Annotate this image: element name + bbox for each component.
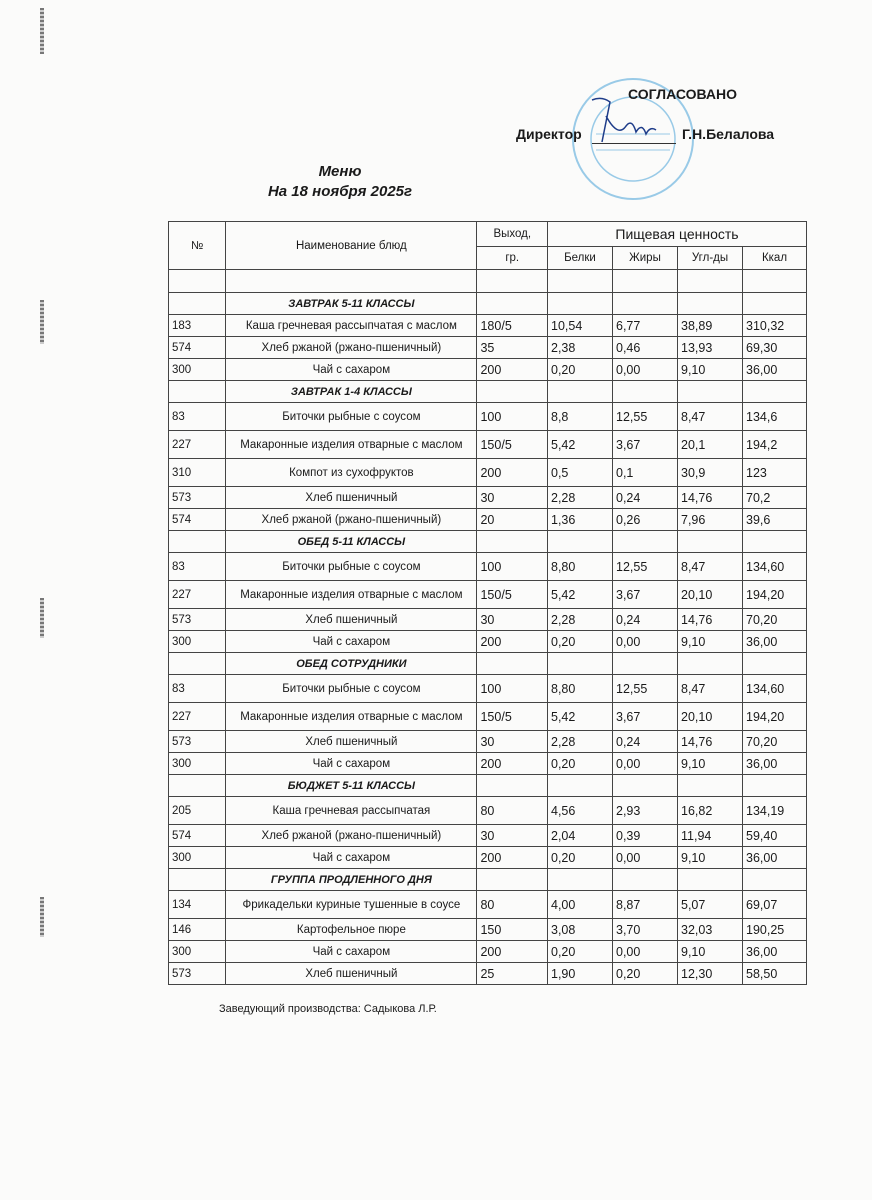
dish-output: 150/5 (477, 581, 548, 609)
section-f (613, 653, 678, 675)
section-name: ЗАВТРАК 5-11 КЛАССЫ (226, 293, 477, 315)
header-no: № (169, 222, 226, 270)
header-protein: Белки (548, 247, 613, 270)
dish-number: 574 (169, 825, 226, 847)
section-k (743, 293, 807, 315)
table-row (169, 315, 807, 337)
section-p (548, 293, 613, 315)
dish-output: 150 (477, 919, 548, 941)
section-c (678, 775, 743, 797)
scan-mark (40, 897, 44, 937)
dish-output: 200 (477, 459, 548, 487)
section-f (613, 869, 678, 891)
dish-number: 300 (169, 631, 226, 653)
header-carbs: Угл-ды (678, 247, 743, 270)
dish-protein: 0,20 (548, 753, 613, 775)
section-c (678, 869, 743, 891)
dish-carbs: 14,76 (678, 487, 743, 509)
dish-kcal: 134,19 (743, 797, 807, 825)
dish-number: 574 (169, 337, 226, 359)
table-row (169, 891, 807, 919)
title-line-1: Меню (318, 163, 362, 180)
dish-output: 30 (477, 825, 548, 847)
dish-kcal: 36,00 (743, 753, 807, 775)
dish-protein: 2,28 (548, 487, 613, 509)
dish-output: 100 (477, 675, 548, 703)
dish-carbs: 20,10 (678, 703, 743, 731)
dish-fat: 0,00 (613, 631, 678, 653)
scan-mark (40, 8, 44, 54)
table-spacer-row (169, 270, 807, 293)
section-k (743, 775, 807, 797)
dish-output: 100 (477, 553, 548, 581)
table-row (169, 609, 807, 631)
dish-number: 227 (169, 431, 226, 459)
dish-name: Чай с сахаром (226, 847, 477, 869)
menu-table (168, 221, 807, 985)
dish-output: 20 (477, 509, 548, 531)
dish-output: 100 (477, 403, 548, 431)
dish-fat: 3,67 (613, 431, 678, 459)
dish-output: 180/5 (477, 315, 548, 337)
dish-kcal: 36,00 (743, 941, 807, 963)
table-row (169, 459, 807, 487)
dish-protein: 3,08 (548, 919, 613, 941)
table-row (169, 675, 807, 703)
table-row (169, 431, 807, 459)
section-row (169, 653, 807, 675)
dish-name: Макаронные изделия отварные с маслом (226, 703, 477, 731)
dish-output: 80 (477, 797, 548, 825)
section-f (613, 293, 678, 315)
header-name: Наименование блюд (226, 222, 477, 270)
dish-carbs: 12,30 (678, 963, 743, 985)
dish-output: 200 (477, 359, 548, 381)
dish-number: 573 (169, 609, 226, 631)
dish-protein: 2,28 (548, 731, 613, 753)
dish-kcal: 36,00 (743, 847, 807, 869)
dish-name: Хлеб пшеничный (226, 731, 477, 753)
section-row (169, 775, 807, 797)
dish-fat: 6,77 (613, 315, 678, 337)
dish-fat: 3,67 (613, 581, 678, 609)
title-line-2: На 18 ноября 2025г (267, 183, 413, 200)
dish-number: 183 (169, 315, 226, 337)
dish-name: Хлеб пшеничный (226, 609, 477, 631)
approved-label: СОГЛАСОВАНО (628, 86, 737, 102)
section-out (477, 381, 548, 403)
dish-protein: 8,8 (548, 403, 613, 431)
dish-name: Чай с сахаром (226, 753, 477, 775)
dish-carbs: 9,10 (678, 631, 743, 653)
dish-fat: 2,93 (613, 797, 678, 825)
dish-number: 227 (169, 581, 226, 609)
dish-kcal: 310,32 (743, 315, 807, 337)
dish-kcal: 59,40 (743, 825, 807, 847)
dish-output: 200 (477, 847, 548, 869)
header-fat: Жиры (613, 247, 678, 270)
dish-output: 200 (477, 941, 548, 963)
section-p (548, 653, 613, 675)
dish-output: 30 (477, 487, 548, 509)
table-header-row (169, 222, 807, 247)
dish-number: 300 (169, 847, 226, 869)
dish-name: Хлеб ржаной (ржано-пшеничный) (226, 509, 477, 531)
dish-output: 30 (477, 609, 548, 631)
dish-protein: 2,04 (548, 825, 613, 847)
dish-kcal: 69,07 (743, 891, 807, 919)
dish-fat: 0,26 (613, 509, 678, 531)
dish-kcal: 123 (743, 459, 807, 487)
dish-protein: 8,80 (548, 553, 613, 581)
dish-carbs: 5,07 (678, 891, 743, 919)
dish-protein: 4,00 (548, 891, 613, 919)
section-f (613, 531, 678, 553)
section-row (169, 869, 807, 891)
section-row (169, 381, 807, 403)
dish-fat: 0,1 (613, 459, 678, 487)
dish-number: 83 (169, 675, 226, 703)
table-row (169, 553, 807, 581)
dish-kcal: 194,2 (743, 431, 807, 459)
dish-output: 35 (477, 337, 548, 359)
section-no (169, 653, 226, 675)
section-c (678, 653, 743, 675)
dish-fat: 12,55 (613, 403, 678, 431)
section-p (548, 531, 613, 553)
dish-fat: 3,67 (613, 703, 678, 731)
dish-protein: 8,80 (548, 675, 613, 703)
dish-protein: 2,38 (548, 337, 613, 359)
dish-carbs: 9,10 (678, 753, 743, 775)
dish-carbs: 16,82 (678, 797, 743, 825)
section-p (548, 381, 613, 403)
table-row (169, 825, 807, 847)
dish-kcal: 134,60 (743, 675, 807, 703)
table-row (169, 403, 807, 431)
dish-fat: 12,55 (613, 675, 678, 703)
section-row (169, 531, 807, 553)
dish-fat: 0,00 (613, 941, 678, 963)
table-row (169, 631, 807, 653)
dish-kcal: 190,25 (743, 919, 807, 941)
dish-protein: 2,28 (548, 609, 613, 631)
header-nutrition: Пищевая ценность (548, 222, 807, 247)
signature-icon (588, 92, 658, 148)
dish-number: 83 (169, 403, 226, 431)
section-p (548, 775, 613, 797)
dish-name: Чай с сахаром (226, 631, 477, 653)
header-output-unit: гр. (477, 247, 548, 270)
section-name: ОБЕД 5-11 КЛАССЫ (226, 531, 477, 553)
dish-fat: 0,24 (613, 609, 678, 631)
section-k (743, 653, 807, 675)
dish-number: 300 (169, 753, 226, 775)
dish-name: Каша гречневая рассыпчатая с маслом (226, 315, 477, 337)
dish-fat: 0,39 (613, 825, 678, 847)
dish-fat: 0,00 (613, 847, 678, 869)
dish-protein: 1,90 (548, 963, 613, 985)
section-name: ЗАВТРАК 1-4 КЛАССЫ (226, 381, 477, 403)
menu-body (169, 293, 807, 985)
dish-carbs: 20,10 (678, 581, 743, 609)
dish-name: Чай с сахаром (226, 941, 477, 963)
table-row (169, 703, 807, 731)
dish-number: 227 (169, 703, 226, 731)
dish-number: 146 (169, 919, 226, 941)
dish-kcal: 39,6 (743, 509, 807, 531)
scan-mark (40, 598, 44, 638)
dish-protein: 0,20 (548, 631, 613, 653)
dish-kcal: 134,6 (743, 403, 807, 431)
scan-mark (40, 300, 44, 344)
dish-carbs: 8,47 (678, 553, 743, 581)
table-row (169, 359, 807, 381)
dish-kcal: 36,00 (743, 359, 807, 381)
dish-carbs: 20,1 (678, 431, 743, 459)
table-row (169, 919, 807, 941)
dish-name: Чай с сахаром (226, 359, 477, 381)
header-kcal: Ккал (743, 247, 807, 270)
section-c (678, 381, 743, 403)
section-no (169, 381, 226, 403)
section-name: БЮДЖЕТ 5-11 КЛАССЫ (226, 775, 477, 797)
dish-protein: 10,54 (548, 315, 613, 337)
dish-name: Биточки рыбные с соусом (226, 403, 477, 431)
header-output: Выход, (477, 222, 548, 247)
footer-signature: Заведующий производства: Садыкова Л.Р. (219, 1003, 437, 1015)
section-out (477, 293, 548, 315)
section-out (477, 869, 548, 891)
dish-name: Хлеб пшеничный (226, 487, 477, 509)
table-row (169, 731, 807, 753)
dish-protein: 5,42 (548, 431, 613, 459)
dish-number: 573 (169, 487, 226, 509)
dish-output: 200 (477, 631, 548, 653)
dish-protein: 4,56 (548, 797, 613, 825)
dish-protein: 0,20 (548, 941, 613, 963)
dish-output: 25 (477, 963, 548, 985)
dish-kcal: 194,20 (743, 581, 807, 609)
section-k (743, 381, 807, 403)
section-out (477, 653, 548, 675)
dish-kcal: 134,60 (743, 553, 807, 581)
dish-fat: 3,70 (613, 919, 678, 941)
table-row (169, 509, 807, 531)
table-row (169, 941, 807, 963)
dish-fat: 0,00 (613, 359, 678, 381)
section-no (169, 531, 226, 553)
dish-name: Хлеб ржаной (ржано-пшеничный) (226, 825, 477, 847)
dish-kcal: 36,00 (743, 631, 807, 653)
dish-number: 573 (169, 731, 226, 753)
dish-fat: 0,24 (613, 487, 678, 509)
dish-number: 300 (169, 941, 226, 963)
page-title (230, 162, 450, 202)
section-f (613, 775, 678, 797)
section-out (477, 531, 548, 553)
dish-output: 80 (477, 891, 548, 919)
section-c (678, 531, 743, 553)
dish-carbs: 9,10 (678, 941, 743, 963)
dish-number: 310 (169, 459, 226, 487)
dish-number: 573 (169, 963, 226, 985)
section-k (743, 531, 807, 553)
dish-fat: 0,24 (613, 731, 678, 753)
dish-kcal: 58,50 (743, 963, 807, 985)
dish-fat: 0,20 (613, 963, 678, 985)
table-row (169, 487, 807, 509)
dish-protein: 0,5 (548, 459, 613, 487)
section-out (477, 775, 548, 797)
table-row (169, 797, 807, 825)
dish-carbs: 7,96 (678, 509, 743, 531)
section-no (169, 869, 226, 891)
dish-kcal: 70,20 (743, 731, 807, 753)
table-row (169, 753, 807, 775)
dish-number: 83 (169, 553, 226, 581)
dish-number: 300 (169, 359, 226, 381)
dish-number: 205 (169, 797, 226, 825)
dish-protein: 0,20 (548, 847, 613, 869)
dish-name: Каша гречневая рассыпчатая (226, 797, 477, 825)
dish-carbs: 14,76 (678, 609, 743, 631)
director-name: Г.Н.Белалова (682, 126, 775, 142)
section-no (169, 775, 226, 797)
dish-protein: 1,36 (548, 509, 613, 531)
dish-kcal: 69,30 (743, 337, 807, 359)
dish-name: Картофельное пюре (226, 919, 477, 941)
dish-kcal: 70,20 (743, 609, 807, 631)
table-row (169, 581, 807, 609)
section-k (743, 869, 807, 891)
section-p (548, 869, 613, 891)
dish-carbs: 11,94 (678, 825, 743, 847)
dish-output: 30 (477, 731, 548, 753)
dish-kcal: 70,2 (743, 487, 807, 509)
dish-kcal: 194,20 (743, 703, 807, 731)
section-f (613, 381, 678, 403)
dish-carbs: 9,10 (678, 359, 743, 381)
table-row (169, 337, 807, 359)
dish-carbs: 8,47 (678, 403, 743, 431)
table-row (169, 963, 807, 985)
dish-protein: 0,20 (548, 359, 613, 381)
dish-protein: 5,42 (548, 703, 613, 731)
dish-carbs: 13,93 (678, 337, 743, 359)
section-no (169, 293, 226, 315)
dish-fat: 12,55 (613, 553, 678, 581)
dish-number: 574 (169, 509, 226, 531)
section-name: ГРУППА ПРОДЛЕННОГО ДНЯ (226, 869, 477, 891)
dish-fat: 8,87 (613, 891, 678, 919)
dish-name: Биточки рыбные с соусом (226, 553, 477, 581)
dish-carbs: 32,03 (678, 919, 743, 941)
dish-carbs: 30,9 (678, 459, 743, 487)
dish-name: Макаронные изделия отварные с маслом (226, 581, 477, 609)
dish-fat: 0,46 (613, 337, 678, 359)
dish-name: Фрикадельки куриные тушенные в соусе (226, 891, 477, 919)
dish-output: 150/5 (477, 431, 548, 459)
dish-output: 150/5 (477, 703, 548, 731)
dish-carbs: 38,89 (678, 315, 743, 337)
dish-name: Хлеб ржаной (ржано-пшеничный) (226, 337, 477, 359)
dish-output: 200 (477, 753, 548, 775)
director-label: Директор (516, 126, 582, 142)
section-c (678, 293, 743, 315)
dish-name: Хлеб пшеничный (226, 963, 477, 985)
dish-protein: 5,42 (548, 581, 613, 609)
dish-name: Компот из сухофруктов (226, 459, 477, 487)
dish-name: Биточки рыбные с соусом (226, 675, 477, 703)
dish-carbs: 14,76 (678, 731, 743, 753)
section-row (169, 293, 807, 315)
dish-name: Макаронные изделия отварные с маслом (226, 431, 477, 459)
dish-number: 134 (169, 891, 226, 919)
dish-fat: 0,00 (613, 753, 678, 775)
dish-carbs: 9,10 (678, 847, 743, 869)
dish-carbs: 8,47 (678, 675, 743, 703)
table-row (169, 847, 807, 869)
section-name: ОБЕД СОТРУДНИКИ (226, 653, 477, 675)
